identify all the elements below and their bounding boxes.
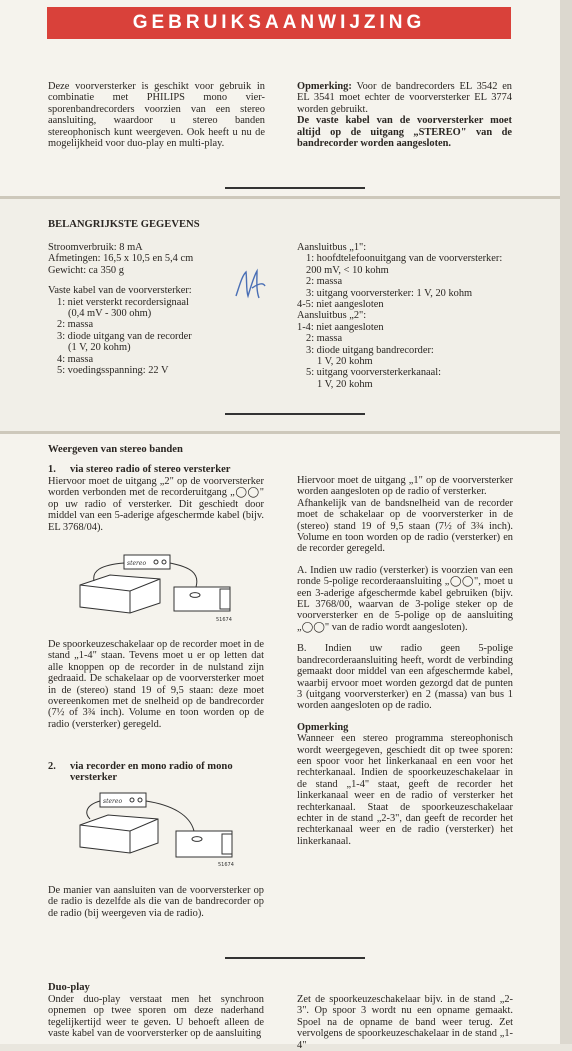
connection-diagram-mono bbox=[72, 789, 242, 869]
specs-heading: BELANGRIJKSTE GEGEVENS bbox=[48, 219, 200, 230]
remark-bold: De vaste kabel van de voorversterker moet altijd op de uitgang „STEREO" van de bandrecorder worden aangesloten. bbox=[297, 115, 512, 150]
handwritten-signature bbox=[232, 266, 268, 308]
cable-pin: 4: massa bbox=[57, 353, 94, 365]
cable-pin: 1: niet versterkt recordersignaal bbox=[57, 296, 189, 308]
page-edge bbox=[560, 0, 572, 1044]
diagram-code: 51674 bbox=[218, 862, 234, 868]
diagram-label: stereo bbox=[103, 798, 123, 805]
specs-buses bbox=[297, 242, 515, 390]
bus2-title: Aansluitbus „2": bbox=[297, 310, 367, 322]
duo-heading: Duo-play bbox=[48, 982, 90, 993]
cable-pin: 2: massa bbox=[57, 319, 94, 331]
step1-number: 1. bbox=[48, 464, 56, 475]
specs-general bbox=[48, 242, 273, 376]
section-heading: Weergeven van stereo banden bbox=[48, 444, 183, 455]
instructions-panel bbox=[0, 434, 560, 1051]
connection-diagram-stereo bbox=[70, 551, 240, 623]
right-column bbox=[297, 475, 513, 847]
divider bbox=[225, 413, 365, 415]
bus1-title: Aansluitbus „1": bbox=[297, 242, 367, 253]
specs-panel bbox=[0, 199, 560, 431]
diagram-label: stereo bbox=[127, 560, 147, 567]
cable-pin: 3: diode uitgang van de recorder bbox=[57, 330, 192, 342]
step1-text: Hiervoor moet de uitgang „2" op de voorversterker worden verbonden met de recorderuitgang „◯◯" op uw radio of versterker. Dit geschiedt door middel van een 5-aderige afgeschermde kabel (bijv. EL 3768/04). bbox=[48, 476, 264, 533]
bus2-pin: 1 V, 20 kohm bbox=[317, 378, 373, 390]
bus2-pin: 1 V, 20 kohm bbox=[317, 356, 373, 368]
step2-title: via recorder en mono radio of mono versterker bbox=[70, 761, 233, 784]
bus2-pin: 2: massa bbox=[306, 333, 343, 345]
bus1-pin: 2: massa bbox=[306, 276, 343, 288]
bus1-pin: 4-5: niet aangesloten bbox=[297, 299, 384, 311]
divider bbox=[225, 187, 365, 189]
duo-left: Onder duo-play verstaat men het synchroon opnemen op twee sporen om deze naderhand tegelijkertijd weer te geven. U behoeft alleen de vaste kabel van de voorversterker op de aansluiting bbox=[48, 994, 264, 1040]
bus1-pin: 1: hoofdtelefoonuitgang van de voorversterker: 200 mV, < 10 kohm bbox=[306, 253, 503, 276]
spec-line: Afmetingen: 16,5 x 10,5 en 5,4 cm bbox=[48, 253, 194, 265]
cable-title: Vaste kabel van de voorversterker: bbox=[48, 285, 192, 297]
step1-instructions: De spoorkeuzeschakelaar op de recorder moet in de stand „1-4" staan. Tevens moet u er op letten dat alle knoppen op de recorder in de nulstand zijn gedraaid. De schakelaar op de voorversterker moet in de (stereo) stand 19 of 9,5 staan: deze moet overeenkomen met de snelheid op de bandrecorder (7½ of 3¾ inch). Volume en toon worden op de radio (versterker) geregeld. bbox=[48, 639, 264, 730]
option-b: B. Indien uw radio geen 5-polige bandrecorderaansluiting heeft, wordt de verbinding gemaakt door middel van een afgeschermde kabel, waarbij ervoor moet worden gezorgd dat de punten 3 (uitgang voorversterker) en 2 (massa) van bus 1 worden aangesloten op de radio. bbox=[297, 643, 513, 712]
duo-right: Zet de spoorkeuzeschakelaar bijv. in de stand „2-3". Op spoor 3 wordt nu een opname gemaakt. Spoel na de opname de band weer terug. Zet vervolgens de spoorkeuzeschakelaar in de stand „1-4" bbox=[297, 994, 513, 1051]
spec-line: Gewicht: ca 350 g bbox=[48, 264, 124, 276]
intro-panel bbox=[0, 0, 560, 196]
cable-pin: (1 V, 20 kohm) bbox=[68, 342, 131, 354]
right-para: Afhankelijk van de bandsnelheid van de recorder moet de schakelaar op de voorversterker in de (stereo) stand 19 of 9,5 staan (7½ of 3¾ inch). Volume en toon worden op de radio (versterker) en de recorder geregeld. bbox=[297, 497, 513, 555]
bus2-pin: 5: uitgang voorversterkerkanaal: bbox=[306, 367, 442, 379]
title-banner bbox=[47, 7, 511, 39]
step1-title: via stereo radio of stereo versterker bbox=[70, 464, 231, 475]
spec-line: Stroomverbruik: 8 mA bbox=[48, 242, 143, 253]
step2-number: 2. bbox=[48, 761, 56, 772]
remark-label: Opmerking: bbox=[297, 81, 352, 92]
remark-text: Wanneer een stereo programma stereophonisch wordt weergegeven, geschiedt dit op twee sporen: een spoor voor het linkerkanaal en een voor het rechterkanaal. Indien de spoorkeuzeschakelaar in de stand „1-4" staat, geeft de recorder het linkerkanaal weer en de radio of versterker het rechterkanaal. Staat de spoorkeuzeschakelaar echter in de stand „2-3", dan geeft de recorder het rechterkanaal weer en de radio (versterker) het linkerkanaal. bbox=[297, 733, 513, 847]
option-a: A. Indien uw radio (versterker) is voorzien van een ronde 5-polige recorderaansluiting „◯◯", moet u een 3-aderige afgeschermde kabel gebruiken (bijv. EL 3768/00, waarvan de 3-polige steker op de voorversterker en de 5-polige op de aansluiting „◯◯" van de radio wordt aangesloten). bbox=[297, 564, 513, 633]
step2-text: De manier van aansluiten van de voorversterker op de radio is dezelfde als die van de bandrecorder op de radio (bij weergeven via de radio). bbox=[48, 885, 264, 919]
right-para: Hiervoor moet de uitgang „1" op de voorversterker worden aangesloten op de radio of versterker. bbox=[297, 475, 513, 498]
bus2-pin: 1-4: niet aangesloten bbox=[297, 321, 384, 333]
page-title: GEBRUIKSAANWIJZING bbox=[132, 12, 426, 33]
bus2-pin: 3: diode uitgang bandrecorder: bbox=[306, 344, 434, 356]
remark-heading: Opmerking bbox=[297, 721, 349, 733]
divider bbox=[225, 957, 365, 959]
remark-text: Voor de bandrecorders EL 3542 en EL 3541 moet echter de voorversterker EL 3774 worden gebruikt. bbox=[297, 81, 512, 115]
intro-text: Deze voorversterker is geschikt voor gebruik in combinatie met PHILIPS mono vier-sporenbandrecorders voorzien van een stereo aansluiting, waardoor u stereo banden stereophonisch kunt weergeven. Ook heeft u nu de mogelijkheid voor duo-play en multi-play. bbox=[48, 81, 265, 150]
intro-remark bbox=[297, 81, 512, 149]
diagram-code: 51674 bbox=[216, 617, 232, 623]
cable-pin: 5: voedingsspanning: 22 V bbox=[57, 365, 169, 377]
cable-pin: (0,4 mV - 300 ohm) bbox=[68, 308, 152, 320]
bus1-pin: 3: uitgang voorversterker: 1 V, 20 kohm bbox=[306, 287, 473, 299]
